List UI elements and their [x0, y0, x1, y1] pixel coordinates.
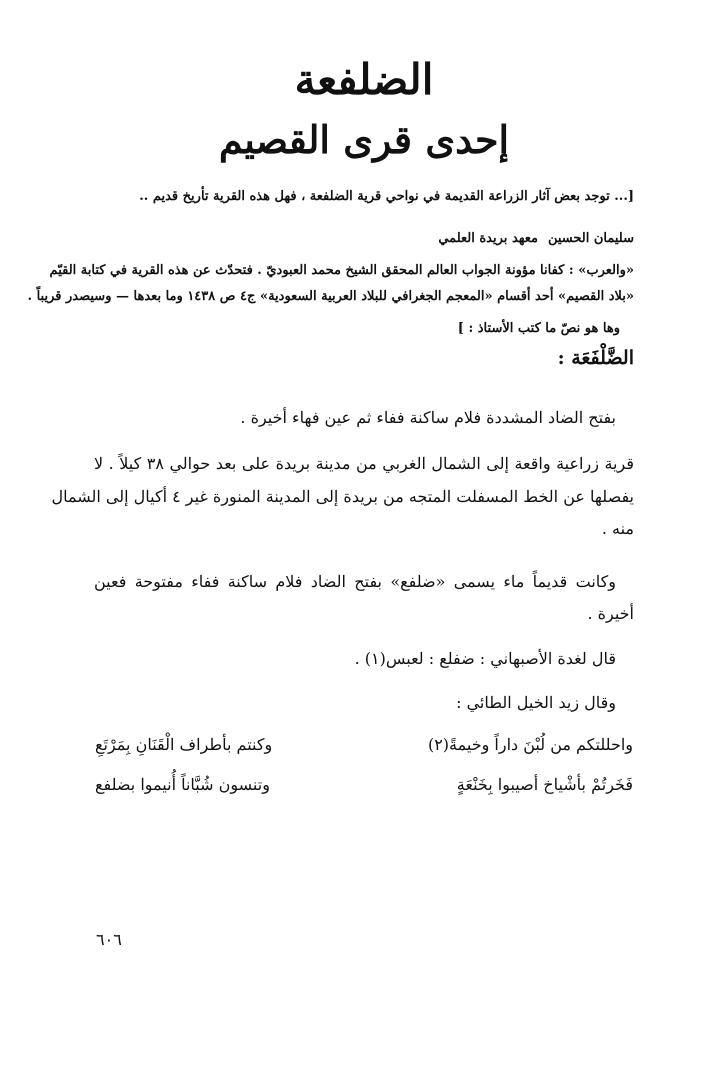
entry-paragraph-3-line-1: وكانت قديماً ماء يسمى «ضلفع» بفتح الضاد فلام ساكنة ففاء مفتوحة فعين: [94, 572, 616, 591]
page-title: الضلفعة: [294, 55, 434, 104]
answer-line-2: «بلاد القصيم» أحد أقسام «المعجم الجغرافي للبلاد العربية السعودية» ج٤ ص ١٤٣٨ وما بعدها — وسيصدر قريباً .: [27, 289, 634, 304]
entry-paragraph-4: قال لغدة الأصبهاني : ضفلع : لعبس(١) .: [354, 649, 616, 668]
verse-2-second-hemistich: وتنسون شُبَّاناً أُنيموا بضلفع: [95, 775, 270, 794]
reader-question: [... توجد بعض آثار الزراعة القديمة في نواحي قرية الضلفعة ، فهل هذه القرية تأريخ قديم ..: [139, 189, 634, 204]
question-author-place: معهد بريدة العلمي: [438, 231, 538, 246]
answer-line-3: وها هو نصّ ما كتب الأستاذ : ]: [457, 321, 620, 336]
entry-paragraph-1: بفتح الضاد المشددة فلام ساكنة ففاء ثم عين فهاء أخيرة .: [240, 408, 616, 427]
entry-paragraph-2-line-3: منه .: [601, 519, 634, 538]
question-author: سليمان الحسين: [547, 231, 634, 246]
verse-2-first-hemistich: فَخَرتُمْ بأشْياخ أصيبوا بِخَنْعَةٍ: [456, 775, 633, 794]
entry-paragraph-2-line-1: قرية زراعية واقعة إلى الشمال الغربي من مدينة بريدة على بعد حوالي ٣٨ كيلاً . لا: [94, 454, 634, 473]
entry-paragraph-5: وقال زيد الخيل الطائي :: [456, 693, 616, 712]
entry-paragraph-3-line-2: أخيرة .: [587, 604, 634, 623]
verse-1-second-hemistich: وكنتم بأطراف الْقَنَانِ بِمَرْتَعِ: [95, 735, 273, 754]
page-number: ٦٠٦: [96, 930, 122, 949]
page-subtitle: إحدى قرى القصيم: [218, 117, 510, 162]
entry-heading: الضَّلْفَعَة :: [557, 347, 634, 369]
entry-paragraph-2-line-2: يفصلها عن الخط المسفلت المتجه من بريدة إلى المدينة المنورة غير ٤ أكيال إلى الشمال: [51, 487, 634, 506]
answer-line-1: «والعرب» : كفانا مؤونة الجواب العالم المحقق الشيخ محمد العبوديّ . فتحدّث عن هذه القرية في كتابة القيّم: [49, 263, 634, 278]
verse-1-first-hemistich: واحللتكم من لُبْنَ داراً وخيمةً(٢): [427, 735, 633, 754]
